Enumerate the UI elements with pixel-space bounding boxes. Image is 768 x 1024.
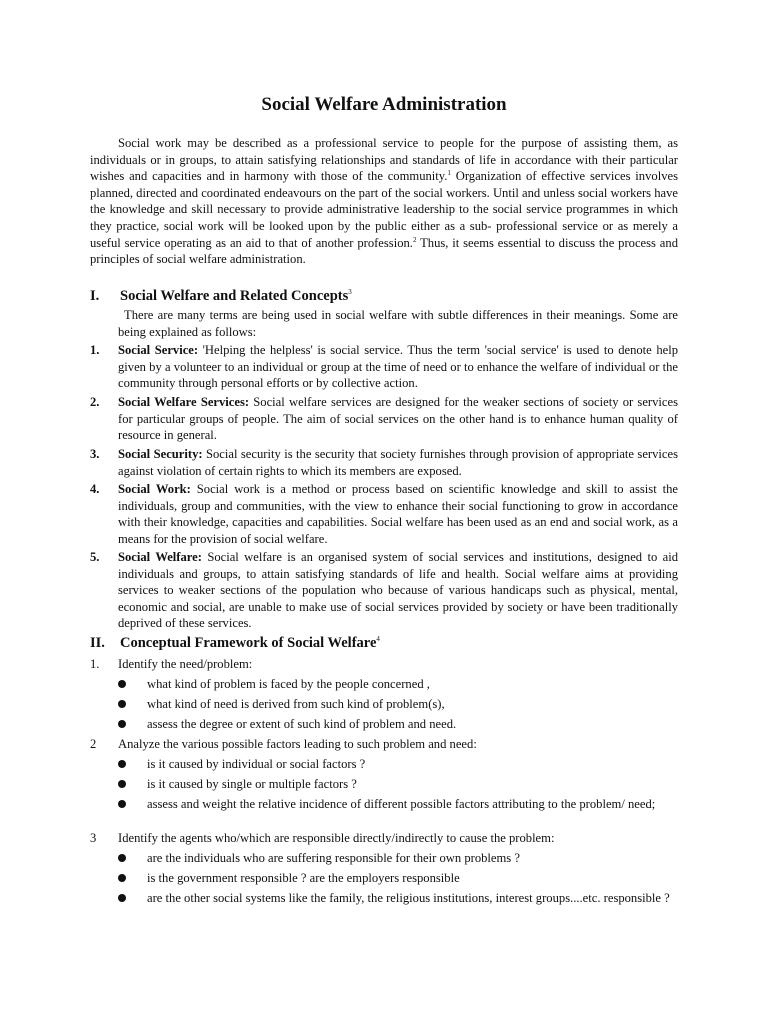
bullet-icon — [118, 680, 126, 688]
item-number: 5. — [90, 550, 100, 564]
section-number: II. — [90, 635, 105, 651]
framework-step — [90, 656, 678, 673]
section-title: Conceptual Framework of Social Welfare — [120, 635, 377, 651]
intro-text: Social work may be described as a professional service to people for the purpose of assisting them, as individuals or in groups, to attain satisfying relationships and standards of life in accordance with their particular wishes and capacities and in harmony with those of the community. — [90, 136, 678, 184]
item-term: Social Work: — [118, 482, 191, 496]
item-text: Social work is a method or process based on scientific knowledge and skill to assist the individuals, group and communities, with the view to enhance their social functioning to grow in accordance with their knowledge, capacities and capabilities. Social welfare has been used as an end and social work, as a means for the provision of social welfare. — [118, 482, 679, 546]
footnote-ref-4: 4 — [376, 635, 380, 644]
item-number: 3. — [90, 447, 100, 461]
bullet-item — [118, 796, 678, 813]
step-text: Identify the need/problem: — [118, 657, 253, 671]
item-text: Social welfare services are designed for the weaker sections of society or services for particular groups of people. The aim of social services on the other hand is to enhance human quality of resource in general. — [118, 395, 678, 443]
section-heading-2 — [90, 633, 380, 653]
document-title: Social Welfare Administration — [261, 94, 507, 115]
bullet-item — [118, 890, 678, 907]
bullet-icon — [118, 780, 126, 788]
intro-text-2: Organization of effective services involves planned, directed and coordinated endeavours on the part of the social workers. Until and unless social workers have the knowledge and skill necessary to provide administrative leadership to the social service programmes in which they practice, social work will be looked upon by the public either as a sub- professional service or as merely a useful service operating as an aid to that of another profession. — [90, 169, 678, 250]
framework-step — [90, 830, 678, 847]
bullet-text: is the government responsible ? are the employers responsible — [147, 871, 460, 885]
bullet-text: assess and weight the relative incidence of different possible factors attributing to the problem/ need; — [147, 797, 656, 811]
bullet-icon — [118, 760, 126, 768]
bullet-text: are the individuals who are suffering responsible for their own problems ? — [147, 851, 520, 865]
definition-item — [90, 481, 678, 547]
bullet-icon — [118, 720, 126, 728]
definition-item — [90, 342, 678, 392]
bullet-icon — [118, 700, 126, 708]
framework-step — [90, 736, 678, 753]
step-number: 3 — [90, 831, 97, 845]
bullet-item — [118, 716, 678, 733]
bullet-text: assess the degree or extent of such kind of problem and need. — [147, 717, 457, 731]
step-text: Analyze the various possible factors leading to such problem and need: — [118, 737, 477, 751]
step-number: 1. — [90, 657, 100, 671]
item-number: 1. — [90, 343, 100, 357]
item-term: Social Service: — [118, 343, 199, 357]
bullet-item — [118, 870, 678, 887]
bullet-text: are the other social systems like the family, the religious institutions, interest groups....etc. responsible ? — [147, 891, 670, 905]
section-1-lead: There are many terms are being used in social welfare with subtle differences in their meanings. Some are being explained as follows: — [118, 308, 678, 339]
bullet-item — [118, 676, 678, 693]
bullet-icon — [118, 800, 126, 808]
intro-text-3: Thus, it seems essential to discuss the process and principles of social welfare administration. — [90, 235, 678, 267]
section-number: I. — [90, 288, 100, 304]
item-number: 4. — [90, 482, 100, 496]
item-term: Social Welfare: — [118, 550, 202, 564]
item-number: 2. — [90, 395, 100, 409]
bullet-icon — [118, 854, 126, 862]
bullet-text: is it caused by individual or social factors ? — [147, 757, 366, 771]
footnote-ref-2: 2 — [412, 235, 417, 244]
definition-item — [90, 394, 678, 444]
definition-item — [90, 549, 678, 632]
footnote-ref-1: 1 — [447, 169, 451, 177]
footnote-ref-3: 3 — [348, 288, 352, 297]
intro-paragraph — [90, 135, 678, 268]
bullet-item — [118, 776, 678, 793]
bullet-item — [118, 850, 678, 867]
item-term: Social Security: — [118, 447, 203, 461]
item-text: Social security is the security that society furnishes through provision of appropriate services against violation of certain rights to which its members are exposed. — [118, 447, 678, 478]
bullet-text: what kind of need is derived from such kind of problem(s), — [147, 697, 445, 711]
step-text: Identify the agents who/which are responsible directly/indirectly to cause the problem: — [118, 831, 555, 845]
definition-item — [90, 446, 678, 479]
bullet-icon — [118, 874, 126, 882]
bullet-item — [118, 756, 678, 773]
item-text: Social welfare is an organised system of social services and institutions, designed to aid individuals and groups, to attain satisfying standards of life and health. Social welfare aims at providing services to weaker sections of the population who because of various handicaps such as physical, mental, economic and social, are unable to make use of social services provided by society or have been traditionally deprived of these services. — [118, 550, 679, 631]
bullet-text: is it caused by single or multiple factors ? — [147, 777, 357, 791]
section-heading-1 — [90, 286, 352, 306]
bullet-item — [118, 696, 678, 713]
item-text: 'Helping the helpless' is social service. Thus the term 'social service' is used to denote help given by a volunteer to an individual or group at the time of need or to enhance the welfare of individual or the community through personal efforts or by collective action. — [118, 343, 679, 391]
step-number: 2 — [90, 737, 97, 751]
section-title: Social Welfare and Related Concepts — [120, 288, 349, 304]
bullet-icon — [118, 894, 126, 902]
bullet-text: what kind of problem is faced by the people concerned , — [147, 677, 430, 691]
item-term: Social Welfare Services: — [118, 395, 250, 409]
